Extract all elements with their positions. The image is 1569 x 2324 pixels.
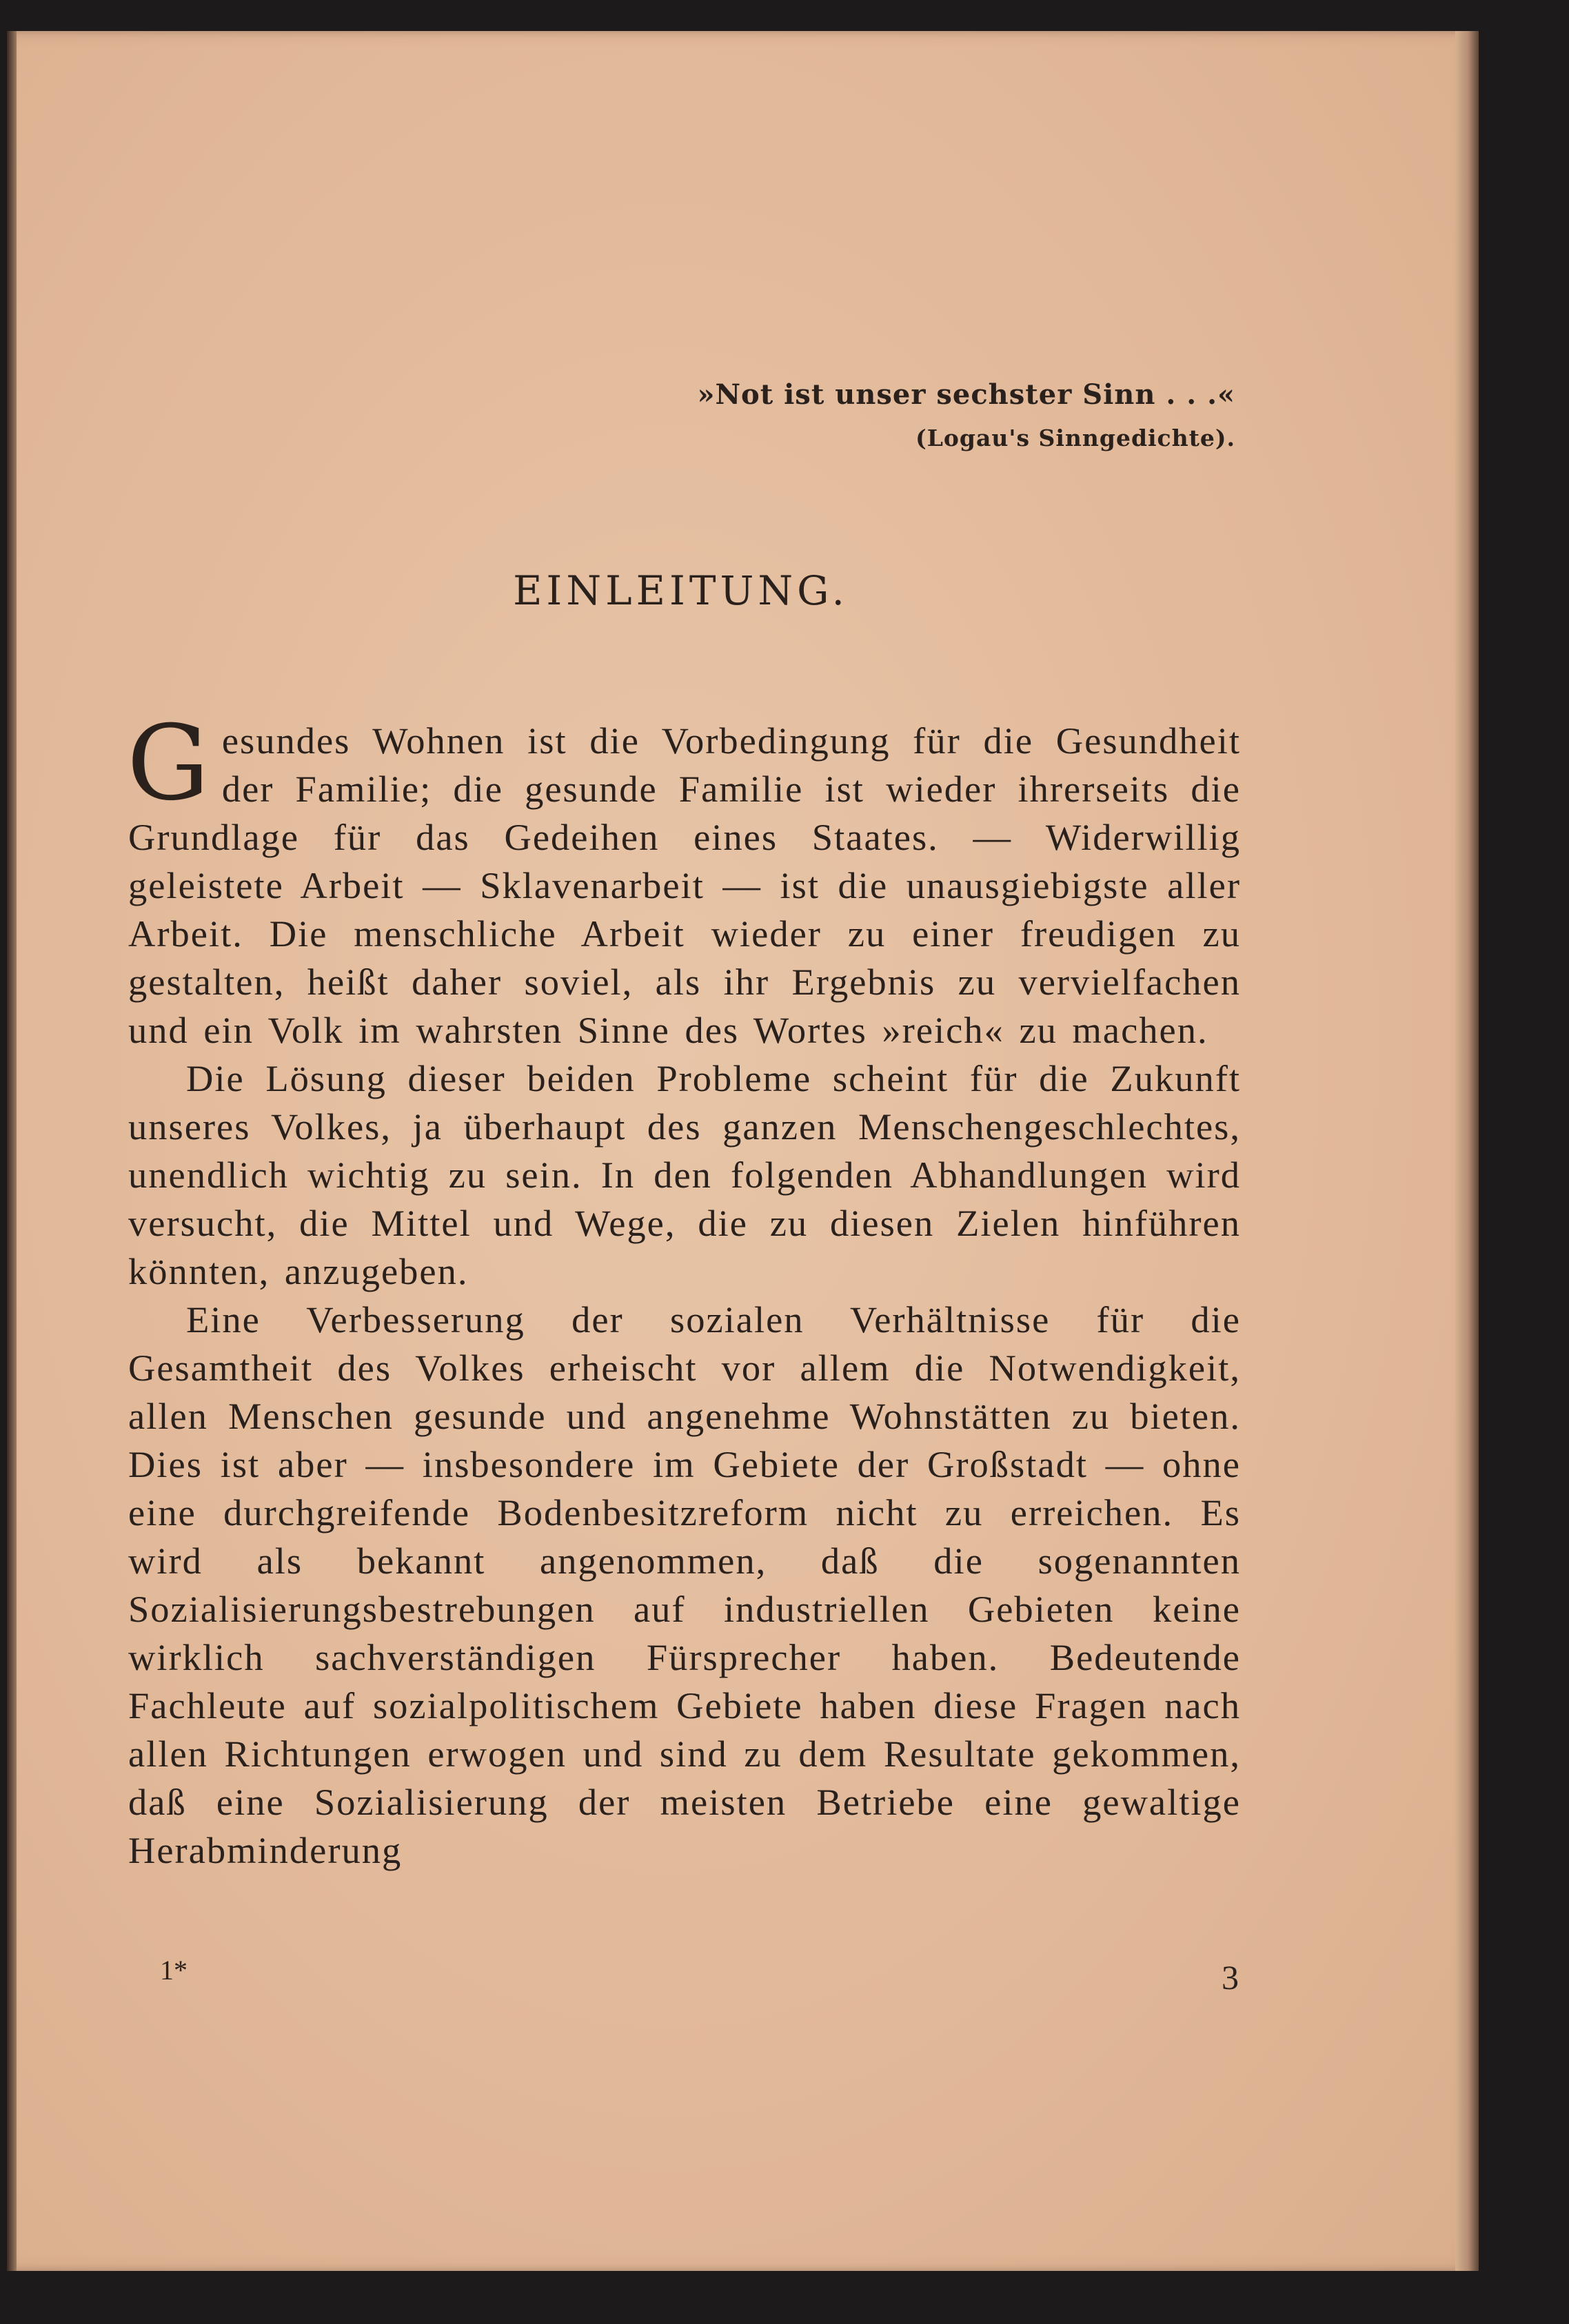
page-edge bbox=[1455, 31, 1479, 2271]
page-number: 3 bbox=[1222, 1958, 1239, 1997]
chapter-heading: EINLEITUNG. bbox=[513, 567, 849, 614]
body-text bbox=[127, 704, 1241, 1875]
signature-mark: 1* bbox=[160, 1955, 188, 1986]
drop-cap: G bbox=[127, 704, 211, 824]
paragraph-3: Eine Verbesserung der sozialen Verhältnisse für die Gesamtheit des Volkes erheischt vor allem die Notwendigkeit, allen Menschen gesunde und angenehme Wohnstätten zu bieten. Dies ist aber — insbesondere im Gebiete der Großstadt — ohne eine durchgreifende Bodenbesitzreform nicht zu erreichen. Es wird als bekannt angenommen, daß die sogenannten Sozialisierungsbestrebungen auf industriellen Gebieten keine wirklich sachverständigen Fürsprecher haben. Bedeutende Fachleute auf sozialpolitischem Gebiete haben diese Fragen nach allen Richtungen erwogen und sind zu dem Resultate gekommen, daß eine Sozialisierung der meisten Betriebe eine gewaltige Herabminderung bbox=[128, 1298, 1241, 1871]
book-page bbox=[7, 31, 1479, 2271]
paragraph-1-text: esundes Wohnen ist die Vorbedingung für die Gesundheit der Familie; die gesunde Familie ist wieder ihrerseits die Grundlage für das Gedeihen eines Staates. — Widerwillig geleistete Arbeit — Sklavenarbeit — ist die unausgiebigste aller Arbeit. Die menschliche Arbeit wieder zu einer freudigen zu gestalten, heißt daher soviel, als ihr Ergebnis zu vervielfachen und ein Volk im wahrsten Sinne des Wortes »reich« zu machen. bbox=[128, 720, 1241, 1051]
paragraph-1 bbox=[127, 704, 1241, 1054]
epigraph-source: (Logau's Sinngedichte). bbox=[915, 425, 1235, 451]
epigraph bbox=[697, 376, 1235, 462]
paragraph-2: Die Lösung dieser beiden Probleme scheint für die Zukunft unseres Volkes, ja überhaupt des ganzen Menschengeschlechtes, unendlich wichtig zu sein. In den folgenden Abhandlungen wird versucht, die Mittel und Wege, die zu diesen Zielen hinführen könnten, anzugeben. bbox=[128, 1057, 1241, 1292]
epigraph-quote: »Not ist unser sechster Sinn . . .« bbox=[697, 378, 1235, 411]
binding-edge bbox=[7, 31, 17, 2271]
